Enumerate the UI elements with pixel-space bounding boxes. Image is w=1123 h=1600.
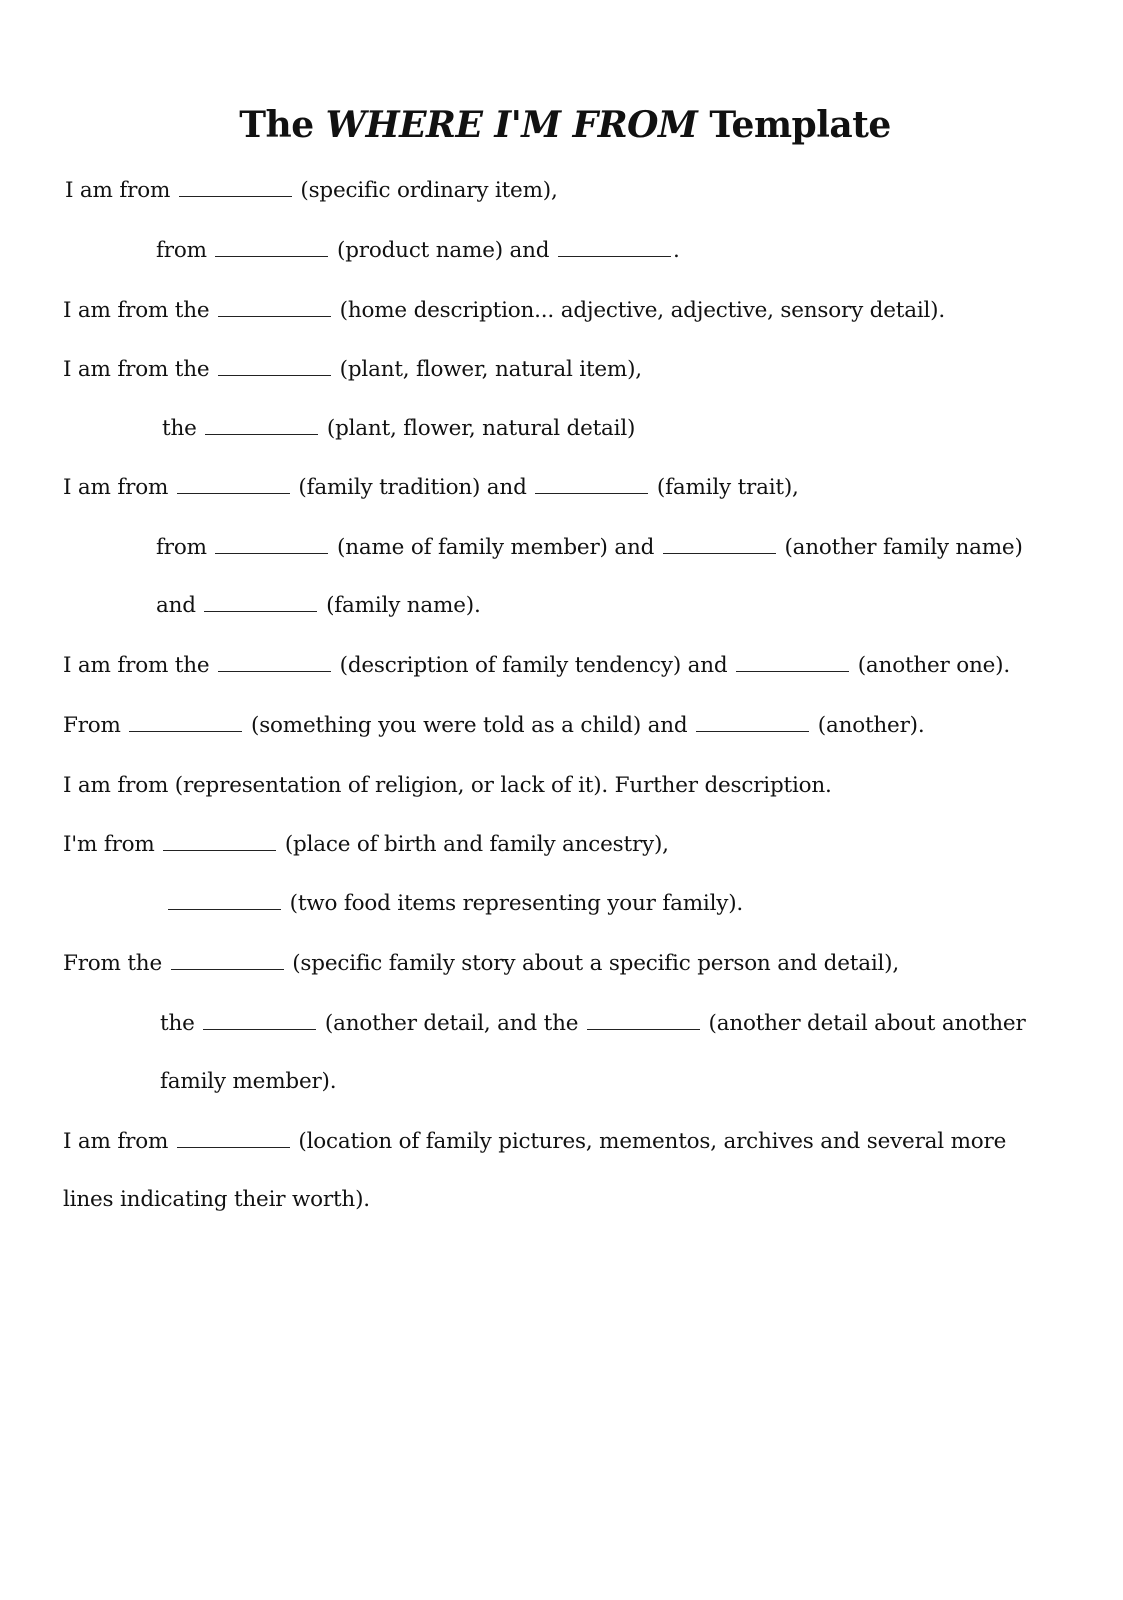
template-line	[156, 593, 481, 618]
line-text: (family trait),	[650, 475, 799, 500]
line-text: (name of family member) and	[330, 535, 661, 560]
line-text: (another family name)	[777, 535, 1023, 560]
line-text: (specific family story about a specific person and detail),	[285, 951, 899, 976]
line-text: (family tradition) and	[291, 475, 534, 500]
title-pre: The	[239, 104, 326, 146]
template-line	[63, 475, 799, 500]
fill-in-blank	[204, 610, 317, 612]
fill-in-blank	[696, 730, 809, 732]
line-text: I am from (representation of religion, or lack of it). Further description.	[63, 773, 832, 798]
fill-in-blank	[129, 730, 242, 732]
line-text: (another).	[811, 713, 925, 738]
template-line	[65, 178, 558, 203]
fill-in-blank	[218, 315, 331, 317]
fill-in-blank	[218, 670, 331, 672]
line-text: .	[673, 238, 680, 263]
line-text: (plant, flower, natural item),	[333, 357, 642, 382]
line-text: from	[156, 535, 214, 560]
line-text: I am from the	[63, 298, 217, 323]
template-line	[63, 298, 945, 323]
line-text: I am from the	[63, 653, 217, 678]
line-text: I am from the	[63, 357, 217, 382]
template-line	[156, 535, 1023, 560]
line-text: (location of family pictures, mementos, archives and several more	[291, 1129, 1007, 1154]
template-line	[63, 1187, 370, 1212]
fill-in-blank	[179, 195, 292, 197]
template-line	[156, 238, 680, 263]
line-text: (another detail about another	[701, 1011, 1026, 1036]
title-emphasis: WHERE I'M FROM	[325, 104, 698, 146]
line-text: (specific ordinary item),	[293, 178, 558, 203]
template-line	[63, 832, 669, 857]
line-text: I am from	[63, 1129, 175, 1154]
fill-in-blank	[218, 374, 331, 376]
template-line	[63, 713, 924, 738]
line-text: (place of birth and family ancestry),	[278, 832, 669, 857]
line-text: I am from	[65, 178, 177, 203]
template-line	[63, 773, 832, 798]
line-text: (something you were told as a child) and	[244, 713, 695, 738]
line-text: I am from	[63, 475, 175, 500]
fill-in-blank	[558, 255, 671, 257]
template-line	[63, 357, 642, 382]
line-text: (family name).	[319, 593, 481, 618]
fill-in-blank	[203, 1028, 316, 1030]
line-text: from	[156, 238, 214, 263]
line-text: (home description... adjective, adjective, sensory detail).	[333, 298, 945, 323]
line-text: the	[160, 1011, 202, 1036]
line-text: lines indicating their worth).	[63, 1187, 370, 1212]
page-title	[0, 104, 1123, 146]
line-text: and	[156, 593, 203, 618]
template-line	[63, 951, 899, 976]
line-text: From	[63, 713, 128, 738]
line-text: (description of family tendency) and	[333, 653, 735, 678]
template-line	[166, 891, 743, 916]
template-line	[160, 1011, 1026, 1036]
line-text: From the	[63, 951, 169, 976]
line-text: I'm from	[63, 832, 162, 857]
line-text: (another one).	[851, 653, 1010, 678]
fill-in-blank	[168, 908, 281, 910]
template-line	[160, 1069, 336, 1094]
fill-in-blank	[215, 552, 328, 554]
fill-in-blank	[215, 255, 328, 257]
fill-in-blank	[171, 968, 284, 970]
fill-in-blank	[163, 849, 276, 851]
line-text: (product name) and	[330, 238, 556, 263]
line-text: (another detail, and the	[318, 1011, 585, 1036]
fill-in-blank	[736, 670, 849, 672]
title-post: Template	[697, 104, 891, 146]
line-text: family member).	[160, 1069, 337, 1094]
template-line	[63, 653, 1010, 678]
line-text: (two food items representing your family).	[283, 891, 744, 916]
template-line	[162, 416, 635, 441]
line-text: the	[162, 416, 204, 441]
template-line	[63, 1129, 1006, 1154]
fill-in-blank	[587, 1028, 700, 1030]
fill-in-blank	[177, 1146, 290, 1148]
fill-in-blank	[177, 492, 290, 494]
fill-in-blank	[205, 433, 318, 435]
fill-in-blank	[535, 492, 648, 494]
line-text: (plant, flower, natural detail)	[320, 416, 636, 441]
fill-in-blank	[663, 552, 776, 554]
